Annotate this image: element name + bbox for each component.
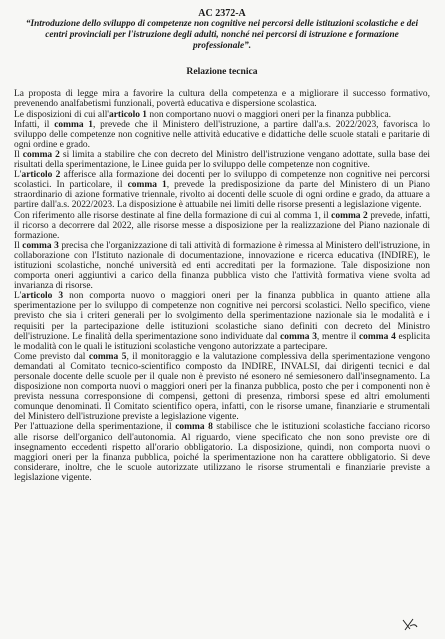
text-run: , prevede che il Ministero dell'istruzione, a partire dall'a.s. 2022/2023, favorisca lo sviluppo delle competenze non cognitive nelle attività educative e didattiche delle scuole statali e paritarie di ogni ordine e grado. [14, 119, 430, 150]
paragraph [14, 170, 430, 210]
paragraph [14, 241, 430, 291]
paragraph [14, 110, 430, 120]
paragraph [14, 150, 430, 170]
paragraph [14, 89, 430, 109]
bold-reference: comma 4 [358, 331, 396, 342]
text-run: stabilisce che le istituzioni scolastiche facciano ricorso alle risorse dell'organico dell'autonomia. Al riguardo, viene specificato che non sono previste ore di insegnamento eccedenti rispetto all'orario obbligatorio. La disposizione, quindi, non comporta nuovi o maggiori oneri per la finanza pubblica, poiché la sperimentazione non ha carattere obbligatorio. Si deve considerare, inoltre, che le scuole autorizzate utilizzano le risorse strumentali e finanziarie previste a legislazione vigente. [14, 422, 430, 483]
text-run: Come previsto dal [14, 351, 89, 362]
paragraph [14, 422, 430, 483]
bold-reference: comma 2 [22, 149, 60, 160]
text-run: prevede, infatti, il ricorso a decorrere dal 2022, alle risorse messe a disposizione per la realizzazione del Piano nazionale di formazione. [14, 210, 430, 241]
text-run: Con riferimento alle risorse destinate al fine della formazione di cui al comma 1, il [14, 210, 332, 221]
text-run: Le disposizioni di cui all' [14, 109, 110, 120]
paragraph [14, 352, 430, 423]
text-run: Il [14, 149, 23, 160]
text-run: non comportano nuovi o maggiori oneri per la finanza pubblica. [147, 109, 392, 120]
text-run: , prevede la predisposizione da parte del Ministero di un Piano straordinario di azione formative triennale, rivolto ai docenti delle scuole di ogni ordine e grado, da attuare a partire dall'a.s. 2022/2023. La disposizione è attuabile nei limiti delle risorse presenti a legislazione vigente. [14, 180, 430, 211]
bold-reference: comma 2 [331, 210, 368, 221]
text-run: Il [14, 240, 23, 251]
signature-mark [401, 617, 419, 631]
bold-reference: articolo 3 [21, 291, 64, 302]
bold-reference: articolo 2 [21, 170, 61, 181]
text-run: , mentre il [316, 331, 359, 342]
section-title: Relazione tecnica [186, 66, 258, 78]
text-run: afferisce alla formazione dei docenti per lo sviluppo di competenze non cognitive nei percorsi scolastici. In particolare, il [14, 170, 430, 191]
bold-reference: comma 3 [22, 240, 59, 251]
report-body [14, 89, 430, 483]
text-run: , il monitoraggio e la valutazione complessiva della sperimentazione vengono demandati al Comitato tecnico-scientifico composto da INDIRE, INVALSI, dai dirigenti tecnici e dal personale docente delle scuole per il quale non è previsto né esonero né semiesonero dall'insegnamento. La disposizione non comporta nuovi o maggiori oneri per la finanza pubblica, posto che per i componenti non è prevista nessuna corresponsione di compensi, gettoni di presenza, rimborsi spese ed altri emolumenti comunque denominati. Il Comitato scientifico opera, infatti, con le risorse umane, finanziarie e strumentali del Ministero dell'istruzione previste a legislazione vigente. [14, 351, 430, 423]
paragraph [14, 291, 430, 352]
bold-reference: comma 5 [88, 351, 127, 362]
paragraph [14, 120, 430, 150]
text-run: esplicita le modalità con le quali le istituzioni scolastiche vengono autorizzate a partecipare. [14, 331, 431, 352]
text-run: Infatti, il [14, 119, 55, 130]
text-run: si limita a stabilire che con decreto del Ministro dell'istruzione vengano adottate, sulla base dei risultati della sperimentazione, le Linee guida per lo sviluppo delle competenze non cognitive. [14, 149, 431, 171]
paragraph [14, 211, 430, 241]
bold-reference: comma 1 [127, 180, 167, 191]
text-run: L' [14, 170, 22, 181]
text-run: Per l'attuazione della sperimentazione, il [14, 422, 176, 433]
text-run: L' [14, 291, 22, 302]
document-header [14, 8, 430, 51]
bold-reference: comma 1 [54, 119, 94, 130]
bold-reference: comma 8 [175, 422, 213, 433]
text-run: La proposta di legge mira a favorire la cultura della competenza e a migliorare il successo formativo, prevenendo analfabetismi funzionali, povertà educativa e dispersione scolastica. [14, 89, 430, 110]
bill-code: AC 2372-A [198, 8, 246, 19]
text-run: non comporta nuovo o maggiori oneri per la finanza pubblica in quanto attiene alla sperimentazione per lo sviluppo di competenze non cognitive nei percorsi scolastici. Nello specifico, viene previsto che sia i criteri generali per lo svolgimento della sperimentazione nazionale sia le modalità e i requisiti per la partecipazione delle istituzioni scolastiche siano definiti con decreto del Ministro dell'istruzione. Le finalità della sperimentazione sono individuate dal [14, 291, 431, 342]
bold-reference: articolo 1 [109, 109, 148, 120]
text-run: precisa che l'organizzazione di tali attività di formazione è rimessa al Ministero dell'istruzione, in collaborazione con l'Istituto nazionale di documentazione, innovazione e ricerca educativa (INDIRE), le istituzioni scolastiche, nonché università ed enti accreditati per la formazione. Tale disposizione non comporta oneri aggiuntivi a carico della finanza pubblica visto che l'attività formativa viene svolta ad invarianza di risorse. [14, 240, 430, 292]
bill-title: “Introduzione dello sviluppo di competenze non cognitive nei percorsi delle istituzioni scolastiche e dei centri provinciali per l'istruzione degli adulti, nonché nei percorsi di istruzione e formazione professionale”. [25, 19, 419, 51]
bold-reference: comma 3 [280, 331, 317, 342]
